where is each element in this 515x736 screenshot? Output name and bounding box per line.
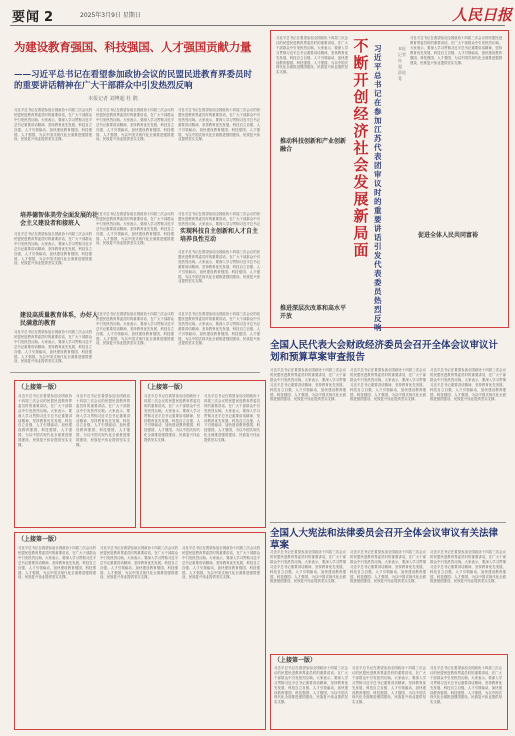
continued-body-4a: 习近平总书记在看望参加全国政协十四届三次会议的民盟民进教育界委员时的重要讲话，在广大干部群众中引发热烈反响。大家表示，要深入学习贯彻习近平总书记重要讲话精神，坚持教育优先发展、科技自立自强、人才引领驱动，加快建设教育强国、科技强国、人才强国，为以中国式现代化全面推进强国建设、民族复兴伟业提供坚实支撑。 [274,666,348,705]
continued-label-4: （上接第一版） [274,657,317,664]
continued-label-1: （上接第一版） [18,384,61,391]
lead-byline: 本报记者 刘博超 杜 鹃 [88,96,138,102]
newspaper-logo: 人民日报 [452,6,513,24]
lead-body-col1b: 习近平总书记在看望参加全国政协十四届三次会议的民盟民进教育界委员时的重要讲话，在广大干部群众中引发热烈反响。大家表示，要深入学习贯彻习近平总书记重要讲话精神，坚持教育优先发展、科技自立自强、人才引领驱动，加快建设教育强国、科技强国、人才强国，为以中国式现代化全面推进强国建设、民族复兴伟业提供坚实支撑。 [14,232,92,266]
lead-body-col1c: 习近平总书记在看望参加全国政协十四届三次会议的民盟民进教育界委员时的重要讲话，在广大干部群众中引发热烈反响。大家表示，要深入学习贯彻习近平总书记重要讲话精神，坚持教育优先发展、科技自立自强、人才引领驱动，加快建设教育强国、科技强国、人才强国，为以中国式现代化全面推进强国建设、民族复兴伟业提供坚实支撑。 [14,330,92,364]
lead-section-heading-2: 建设高质量教育体系，办好人民满意的教育 [20,312,99,327]
news-headline-1: 全国人民代表大会财政经济委员会召开全体会议审议计划和预算草案审查报告 [270,340,499,363]
commentary-section-heading-2: 推进深层次改革和高水平开放 [280,305,347,320]
news-headline-2: 全国人大宪法和法律委员会召开全体会议审议有关法律草案 [270,528,499,551]
lead-section-heading-1: 培养德智体美劳全面发展的社会主义建设者和接班人 [20,212,99,227]
commentary-body-col2: 习近平总书记在看望参加全国政协十四届三次会议的民盟民进教育界委员时的重要讲话，在广大干部群众中引发热烈反响。大家表示，要深入学习贯彻习近平总书记重要讲话精神，坚持教育优先发展、科技自立自强、人才引领驱动，加快建设教育强国、科技强国、人才强国，为以中国式现代化全面推进强国建设、民族复兴伟业提供坚实支撑。 [410,36,502,65]
divider [270,522,506,523]
section-name: 要闻 [12,10,41,25]
continued-body-4c: 习近平总书记在看望参加全国政协十四届三次会议的民盟民进教育界委员时的重要讲话，在广大干部群众中引发热烈反响。大家表示，要深入学习贯彻习近平总书记重要讲话精神，坚持教育优先发展、科技自立自强、人才引领驱动，加快建设教育强国、科技强国、人才强国，为以中国式现代化全面推进强国建设、民族复兴伟业提供坚实支撑。 [430,666,502,705]
lead-body-col3c: 习近平总书记在看望参加全国政协十四届三次会议的民盟民进教育界委员时的重要讲话，在广大干部群众中引发热烈反响。大家表示，要深入学习贯彻习近平总书记重要讲话精神，坚持教育优先发展、科技自立自强、人才引领驱动，加快建设教育强国、科技强国、人才强国，为以中国式现代化全面推进强国建设、民族复兴伟业提供坚实支撑。 [178,312,260,346]
continued-body-3a: 习近平总书记在看望参加全国政协十四届三次会议的民盟民进教育界委员时的重要讲话，在广大干部群众中引发热烈反响。大家表示，要深入学习贯彻习近平总书记重要讲话精神，坚持教育优先发展、科技自立自强、人才引领驱动，加快建设教育强国、科技强国、人才强国，为以中国式现代化全面推进强国建设、民族复兴伟业提供坚实支撑。 [18,546,96,580]
continued-label-2: （上接第一版） [144,384,187,391]
news1-body-col3: 习近平总书记在看望参加全国政协十四届三次会议的民盟民进教育界委员时的重要讲话，在广大干部群众中引发热烈反响。大家表示，要深入学习贯彻习近平总书记重要讲话精神，坚持教育优先发展、科技自立自强、人才引领驱动，加快建设教育强国、科技强国、人才强国，为以中国式现代化全面推进强国建设、民族复兴伟业提供坚实支撑。 [430,368,506,402]
continued-label-3: （上接第一版） [18,536,61,543]
divider [10,372,260,373]
continued-body-3b: 习近平总书记在看望参加全国政协十四届三次会议的民盟民进教育界委员时的重要讲话，在广大干部群众中引发热烈反响。大家表示，要深入学习贯彻习近平总书记重要讲话精神，坚持教育优先发展、科技自立自强、人才引领驱动，加快建设教育强国、科技强国、人才强国，为以中国式现代化全面推进强国建设、民族复兴伟业提供坚实支撑。 [100,546,178,580]
news1-body-col2: 习近平总书记在看望参加全国政协十四届三次会议的民盟民进教育界委员时的重要讲话，在广大干部群众中引发热烈反响。大家表示，要深入学习贯彻习近平总书记重要讲话精神，坚持教育优先发展、科技自立自强、人才引领驱动，加快建设教育强国、科技强国、人才强国，为以中国式现代化全面推进强国建设、民族复兴伟业提供坚实支撑。 [350,368,426,402]
lead-body-col3b: 习近平总书记在看望参加全国政协十四届三次会议的民盟民进教育界委员时的重要讲话，在广大干部群众中引发热烈反响。大家表示，要深入学习贯彻习近平总书记重要讲话精神，坚持教育优先发展、科技自立自强、人才引领驱动，加快建设教育强国、科技强国、人才强国，为以中国式现代化全面推进强国建设、民族复兴伟业提供坚实支撑。 [178,250,260,284]
section-label [12,6,66,25]
continued-body-1b: 习近平总书记在看望参加全国政协十四届三次会议的民盟民进教育界委员时的重要讲话，在广大干部群众中引发热烈反响。大家表示，要深入学习贯彻习近平总书记重要讲话精神，坚持教育优先发展、科技自立自强、人才引领驱动，加快建设教育强国、科技强国、人才强国，为以中国式现代化全面推进强国建设、民族复兴伟业提供坚实支撑。 [76,394,130,448]
commentary-headline: 不断开创经济社会发展新局面 [353,37,369,259]
lead-body-col2: 习近平总书记在看望参加全国政协十四届三次会议的民盟民进教育界委员时的重要讲话，在广大干部群众中引发热烈反响。大家表示，要深入学习贯彻习近平总书记重要讲话精神，坚持教育优先发展、科技自立自强、人才引领驱动，加快建设教育强国、科技强国、人才强国，为以中国式现代化全面推进强国建设、民族复兴伟业提供坚实支撑。 [96,108,174,142]
news2-body-col1: 习近平总书记在看望参加全国政协十四届三次会议的民盟民进教育界委员时的重要讲话，在广大干部群众中引发热烈反响。大家表示，要深入学习贯彻习近平总书记重要讲话精神，坚持教育优先发展、科技自立自强、人才引领驱动，加快建设教育强国、科技强国、人才强国，为以中国式现代化全面推进强国建设、民族复兴伟业提供坚实支撑。 [270,550,346,584]
page-number: 2 [44,10,54,25]
lead-section-heading-3: 实现科技自主创新和人才自主培养良性互动 [180,228,259,243]
continued-body-3c: 习近平总书记在看望参加全国政协十四届三次会议的民盟民进教育界委员时的重要讲话，在广大干部群众中引发热烈反响。大家表示，要深入学习贯彻习近平总书记重要讲话精神，坚持教育优先发展、科技自立自强、人才引领驱动，加快建设教育强国、科技强国、人才强国，为以中国式现代化全面推进强国建设、民族复兴伟业提供坚实支撑。 [182,546,260,580]
news2-body-col3: 习近平总书记在看望参加全国政协十四届三次会议的民盟民进教育界委员时的重要讲话，在广大干部群众中引发热烈反响。大家表示，要深入学习贯彻习近平总书记重要讲话精神，坚持教育优先发展、科技自立自强、人才引领驱动，加快建设教育强国、科技强国、人才强国，为以中国式现代化全面推进强国建设、民族复兴伟业提供坚实支撑。 [430,550,506,584]
lead-body-col3: 习近平总书记在看望参加全国政协十四届三次会议的民盟民进教育界委员时的重要讲话，在广大干部群众中引发热烈反响。大家表示，要深入学习贯彻习近平总书记重要讲话精神，坚持教育优先发展、科技自立自强、人才引领驱动，加快建设教育强国、科技强国、人才强国，为以中国式现代化全面推进强国建设、民族复兴伟业提供坚实支撑。 [178,108,260,142]
news2-body-col2: 习近平总书记在看望参加全国政协十四届三次会议的民盟民进教育界委员时的重要讲话，在广大干部群众中引发热烈反响。大家表示，要深入学习贯彻习近平总书记重要讲话精神，坚持教育优先发展、科技自立自强、人才引领驱动，加快建设教育强国、科技强国、人才强国，为以中国式现代化全面推进强国建设、民族复兴伟业提供坚实支撑。 [350,550,426,584]
commentary-section-heading-3: 促进全体人民共同富裕 [418,232,479,239]
commentary-body-col1: 习近平总书记在看望参加全国政协十四届三次会议的民盟民进教育界委员时的重要讲话，在广大干部群众中引发热烈反响。大家表示，要深入学习贯彻习近平总书记重要讲话精神，坚持教育优先发展、科技自立自强、人才引领驱动，加快建设教育强国、科技强国、人才强国，为以中国式现代化全面推进强国建设、民族复兴伟业提供坚实支撑。 [276,36,348,75]
lead-headline: 为建设教育强国、科技强国、人才强国贡献力量 [14,40,252,54]
lead-body-col3a: 习近平总书记在看望参加全国政协十四届三次会议的民盟民进教育界委员时的重要讲话，在广大干部群众中引发热烈反响。大家表示，要深入学习贯彻习近平总书记 [178,212,260,226]
lead-body-col2c: 习近平总书记在看望参加全国政协十四届三次会议的民盟民进教育界委员时的重要讲话，在广大干部群众中引发热烈反响。大家表示，要深入学习贯彻习近平总书记重要讲话精神，坚持教育优先发展、科技自立自强、人才引领驱动，加快建设教育强国、科技强国、人才强国，为以中国式现代化全面推进强国建设、民族复兴伟业提供坚实支撑。 [96,312,174,346]
commentary-byline: 本报记者 孙 超 薛皎菁 [398,46,406,81]
lead-body-col1: 习近平总书记在看望参加全国政协十四届三次会议的民盟民进教育界委员时的重要讲话，在广大干部群众中引发热烈反响。大家表示，要深入学习贯彻习近平总书记重要讲话精神，坚持教育优先发展、科技自立自强、人才引领驱动，加快建设教育强国、科技强国、人才强国，为以中国式现代化全面推进强国建设、民族复兴伟业提供坚实支撑。 [14,108,92,142]
header-rule [10,25,505,26]
issue-date: 2025年3月9日 星期日 [80,12,141,19]
continued-body-2b: 习近平总书记在看望参加全国政协十四届三次会议的民盟民进教育界委员时的重要讲话，在广大干部群众中引发热烈反响。大家表示，要深入学习贯彻习近平总书记重要讲话精神，坚持教育优先发展、科技自立自强、人才引领驱动，加快建设教育强国、科技强国、人才强国，为以中国式现代化全面推进强国建设、民族复兴伟业提供坚实支撑。 [204,394,260,443]
news1-body-col1: 习近平总书记在看望参加全国政协十四届三次会议的民盟民进教育界委员时的重要讲话，在广大干部群众中引发热烈反响。大家表示，要深入学习贯彻习近平总书记重要讲话精神，坚持教育优先发展、科技自立自强、人才引领驱动，加快建设教育强国、科技强国、人才强国，为以中国式现代化全面推进强国建设、民族复兴伟业提供坚实支撑。 [270,368,346,402]
continued-body-2a: 习近平总书记在看望参加全国政协十四届三次会议的民盟民进教育界委员时的重要讲话，在广大干部群众中引发热烈反响。大家表示，要深入学习贯彻习近平总书记重要讲话精神，坚持教育优先发展、科技自立自强、人才引领驱动，加快建设教育强国、科技强国、人才强国，为以中国式现代化全面推进强国建设、民族复兴伟业提供坚实支撑。 [144,394,200,443]
lead-body-col2b: 习近平总书记在看望参加全国政协十四届三次会议的民盟民进教育界委员时的重要讲话，在广大干部群众中引发热烈反响。大家表示，要深入学习贯彻习近平总书记重要讲话精神，坚持教育优先发展、科技自立自强、人才引领驱动，加快建设教育强国、科技强国、人才强国，为以中国式现代化全面推进强国建设、民族复兴伟业提供坚实支撑。 [96,212,174,246]
continued-body-1a: 习近平总书记在看望参加全国政协十四届三次会议的民盟民进教育界委员时的重要讲话，在广大干部群众中引发热烈反响。大家表示，要深入学习贯彻习近平总书记重要讲话精神，坚持教育优先发展、科技自立自强、人才引领驱动，加快建设教育强国、科技强国、人才强国，为以中国式现代化全面推进强国建设、民族复兴伟业提供坚实支撑。 [18,394,72,448]
commentary-subheadline: 习近平总书记在参加江苏代表团审议时的重要讲话引发代表委员热烈反响 [374,44,382,332]
continued-body-4b: 习近平总书记在看望参加全国政协十四届三次会议的民盟民进教育界委员时的重要讲话，在广大干部群众中引发热烈反响。大家表示，要深入学习贯彻习近平总书记重要讲话精神，坚持教育优先发展、科技自立自强、人才引领驱动，加快建设教育强国、科技强国、人才强国，为以中国式现代化全面推进强国建设、民族复兴伟业提供坚实支撑。 [352,666,426,705]
lead-subheadline: ——习近平总书记在看望参加政协会议的民盟民进教育界委员时的重要讲话精神在广大干部群众中引发热烈反响 [14,70,253,91]
commentary-section-heading-1: 推动科技创新和产业创新融合 [280,138,347,153]
